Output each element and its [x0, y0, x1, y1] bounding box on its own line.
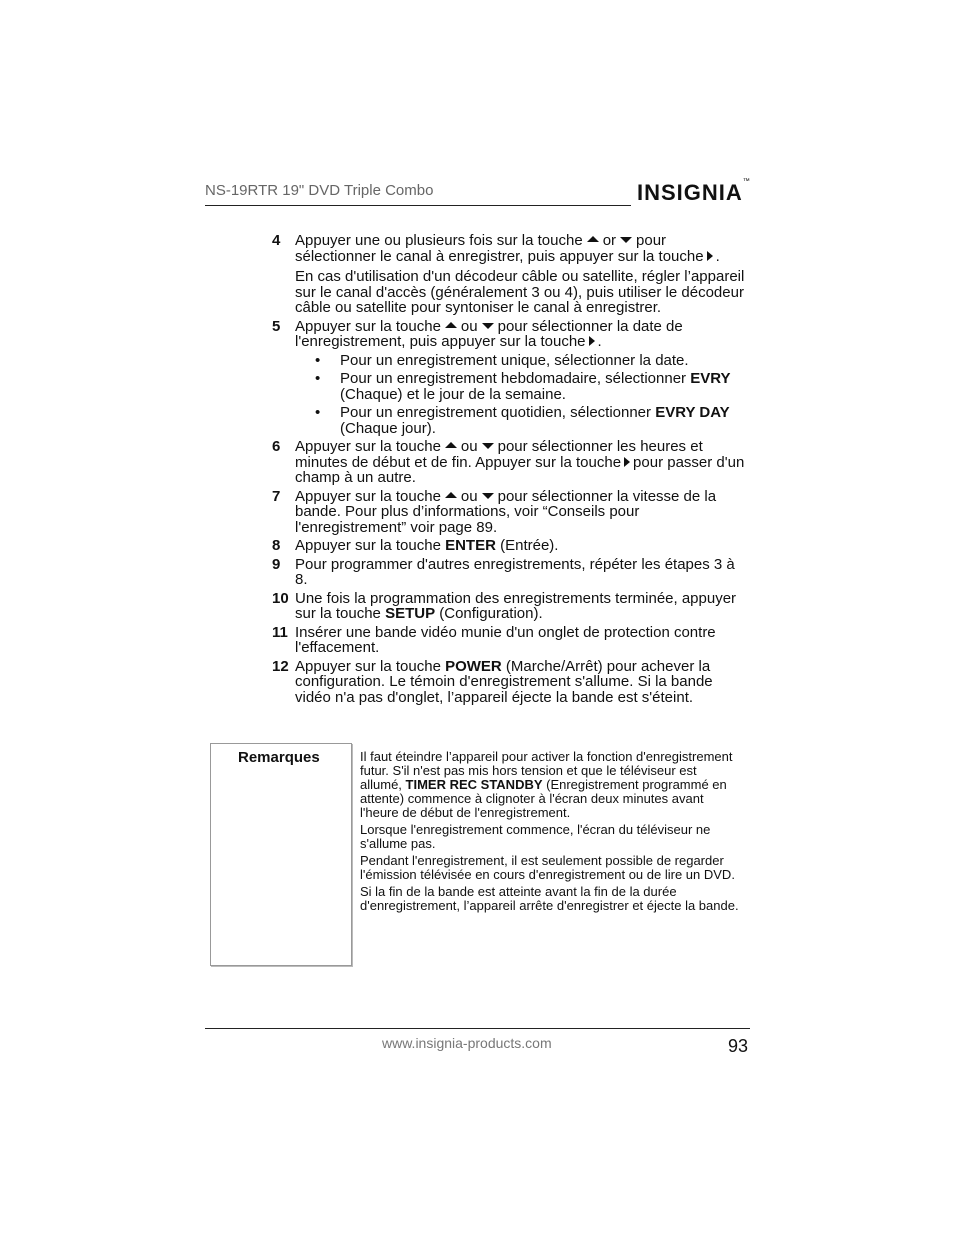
bullet-list [295, 353, 750, 437]
step-number: 7 [272, 487, 281, 505]
step-number: 6 [272, 438, 281, 455]
step-11 [272, 625, 750, 656]
bullet-icon: • [315, 370, 321, 387]
step-note: En cas d'utilisation d'un décodeur câble ou satellite, régler l’appareil sur le canal d'accès (généralement 3 ou 4), puis utiliser le décodeur câble ou satellite pour syntoniser le canal à enregistrer. [295, 268, 745, 316]
step-4 [272, 233, 750, 316]
step-text: Appuyer sur la touche POWER (Marche/Arrêt) pour achever la configuration. Le témoin d'enregistrement s'allume. Si la bande vidéo n'a pas d'onglet, l’appareil éjecte la bande est s'éteint. [295, 657, 713, 706]
step-number: 10 [272, 589, 289, 607]
footer-url: www.insignia-products.com [382, 1035, 552, 1051]
up-arrow-icon [445, 322, 457, 328]
step-text: Appuyer sur la touche ou pour sélectionner la vitesse de la bande. Pour plus d’informations, voir “Conseils pour l'enregistrement” voir page 89. [295, 487, 717, 536]
notes-label: Remarques [238, 749, 320, 766]
step-9 [272, 557, 750, 588]
note-paragraph: Lorsque l'enregistrement commence, l'écran du téléviseur ne s'allume pas. [360, 822, 711, 851]
bullet-icon: • [315, 351, 321, 369]
step-number: 11 [272, 623, 288, 641]
step-text: Appuyer sur la touche ou pour sélectionner les heures et minutes de début et de fin. Appuyer sur la touche pour passer d'un champ à un autre. [295, 438, 745, 486]
step-6 [272, 439, 750, 486]
notes-box [210, 743, 352, 966]
header-rule [205, 205, 631, 206]
right-arrow-icon [707, 251, 713, 261]
down-arrow-icon [482, 443, 494, 449]
step-text: Insérer une bande vidéo munie d'un onglet de protection contre l'effacement. [295, 623, 716, 656]
page-number: 93 [728, 1036, 749, 1056]
step-number: 8 [272, 537, 281, 554]
step-number: 12 [272, 657, 289, 675]
notes-content [360, 750, 740, 916]
step-text: Appuyer sur la touche ou pour sélectionner la date de l'enregistrement, puis appuyer sur la touche . [295, 317, 683, 350]
footer-rule [205, 1028, 750, 1029]
step-text: Une fois la programmation des enregistrements terminée, appuyer sur la touche SETUP (Configuration). [295, 589, 737, 622]
instruction-steps [272, 233, 750, 708]
step-number: 9 [272, 555, 281, 573]
step-text: Pour programmer d'autres enregistrements, répéter les étapes 3 à 8. [295, 555, 735, 588]
logo-trademark: ™ [742, 178, 750, 185]
up-arrow-icon [587, 236, 599, 242]
step-10 [272, 591, 750, 622]
step-text: Appuyer une ou plusieurs fois sur la touche or pour sélectionner le canal à enregistrer, puis appuyer sur la touche . [295, 232, 720, 265]
step-7 [272, 489, 750, 536]
down-arrow-icon [482, 323, 494, 329]
note-paragraph: Il faut éteindre l’appareil pour activer la fonction d'enregistrement futur. S'il n'est pas mis hors tension et que le téléviseur est allumé, TIMER REC STANDBY (Enregistrement programmé en attente) commence à clignoter à l'écran deux minutes avant l'heure de début de l'enregistrement. [360, 749, 733, 820]
bullet-item: • Pour un enregistrement quotidien, sélectionner EVRY DAY (Chaque jour). [315, 404, 730, 437]
right-arrow-icon [589, 336, 595, 346]
bullet-item: • Pour un enregistrement hebdomadaire, sélectionner EVRY (Chaque) et le jour de la semaine. [315, 370, 731, 403]
bullet-icon: • [315, 404, 321, 421]
up-arrow-icon [445, 492, 457, 498]
insignia-logo [637, 180, 750, 206]
down-arrow-icon [620, 237, 632, 243]
up-arrow-icon [445, 442, 457, 448]
step-5 [272, 319, 750, 437]
bullet-item: • Pour un enregistrement unique, sélectionner la date. [315, 351, 689, 369]
step-number: 5 [272, 317, 281, 335]
header-title: NS-19RTR 19" DVD Triple Combo [205, 182, 434, 199]
down-arrow-icon [482, 493, 494, 499]
step-text: Appuyer sur la touche ENTER (Entrée). [295, 537, 559, 554]
step-12 [272, 659, 750, 706]
step-number: 4 [272, 232, 281, 249]
step-8 [272, 538, 750, 554]
logo-text: INSIGNIA [637, 180, 743, 205]
note-paragraph: Si la fin de la bande est atteinte avant la fin de la durée d'enregistrement, l’appareil arrête d'enregistrer et éjecte la bande. [360, 884, 739, 913]
note-paragraph: Pendant l'enregistrement, il est seulement possible de regarder l'émission télévisée en cours d'enregistrement ou de lire un DVD. [360, 853, 735, 882]
right-arrow-icon [624, 457, 630, 467]
